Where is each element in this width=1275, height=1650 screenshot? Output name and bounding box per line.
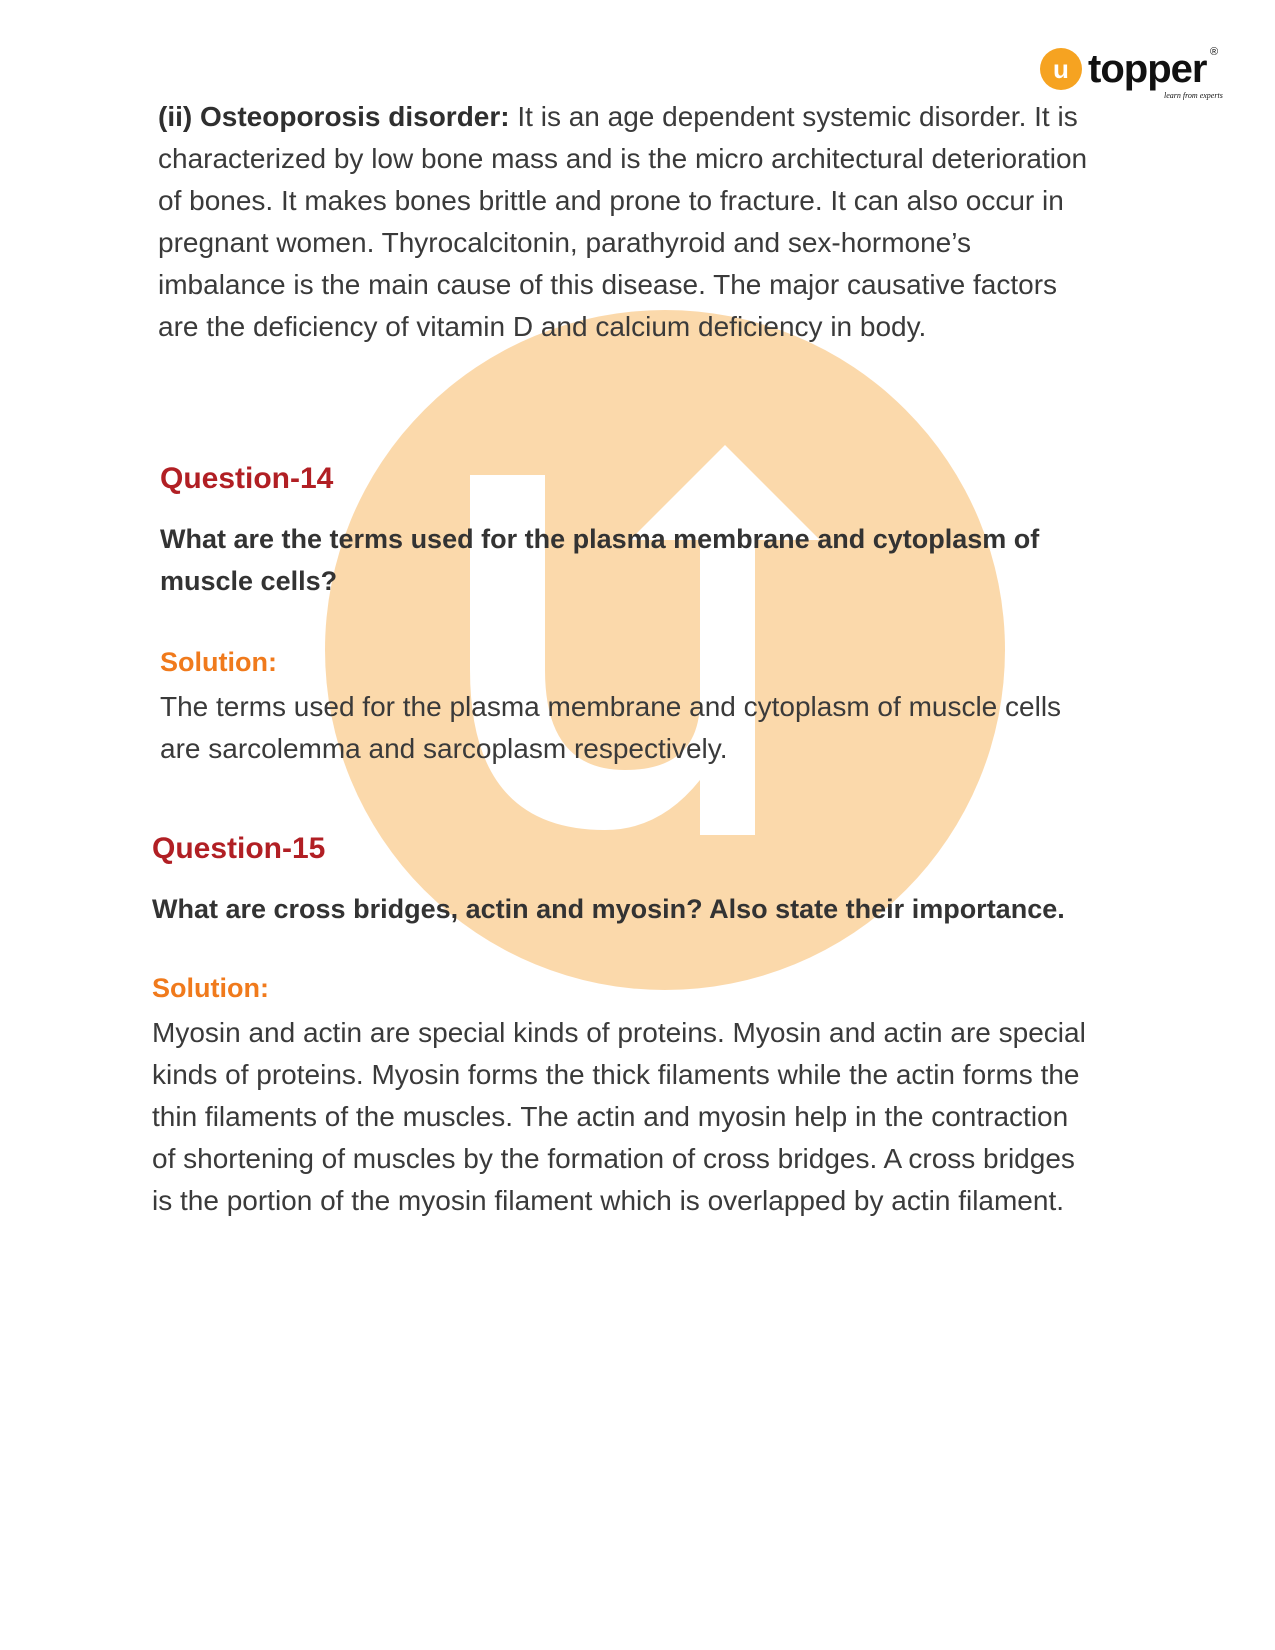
question-14-solution-label: Solution: (160, 647, 277, 677)
brand-logo (1040, 42, 1240, 104)
question-15-text: What are cross bridges, actin and myosin? Also state their importance. (152, 894, 1065, 924)
question-14-solution-text: The terms used for the plasma membrane and cytoplasm of muscle cells are sarcolemma and sarcoplasm respectively. (160, 691, 1062, 764)
question-15-solution-text: Myosin and actin are special kinds of proteins. Myosin and actin are special kinds of proteins. Myosin forms the thick filaments while the actin forms the thin filaments of the muscles. The actin and myosin help in the contraction of shortening of muscles by the formation of cross bridges. A cross bridges is the portion of the myosin filament which is overlapped by actin filament. (152, 1017, 1086, 1216)
logo-letter: u (1053, 54, 1069, 84)
question-14-text: What are the terms used for the plasma membrane and cytoplasm of muscle cells? (160, 524, 1040, 596)
osteoporosis-paragraph (158, 96, 1098, 348)
topper-logo-icon (1040, 42, 1240, 104)
brand-name: topper (1088, 47, 1207, 91)
osteoporosis-label: (ii) Osteoporosis disorder: (158, 101, 510, 132)
question-14-heading: Question-14 (160, 462, 334, 495)
brand-tagline: learn from experts (1164, 91, 1223, 100)
osteoporosis-text: It is an age dependent systemic disorder. It is characterized by low bone mass and is the micro architectural deterioration of bones. It makes bones brittle and prone to fracture. It can also occur in pregnant women. Thyrocalcitonin, parathyroid and sex-hormone’s imbalance is the main cause of this disease. The major causative factors are the deficiency of vitamin D and calcium deficiency in body. (158, 101, 1088, 342)
registered-mark: ® (1210, 46, 1219, 58)
question-15-solution-label: Solution: (152, 973, 269, 1003)
question-15-heading: Question-15 (152, 832, 326, 865)
